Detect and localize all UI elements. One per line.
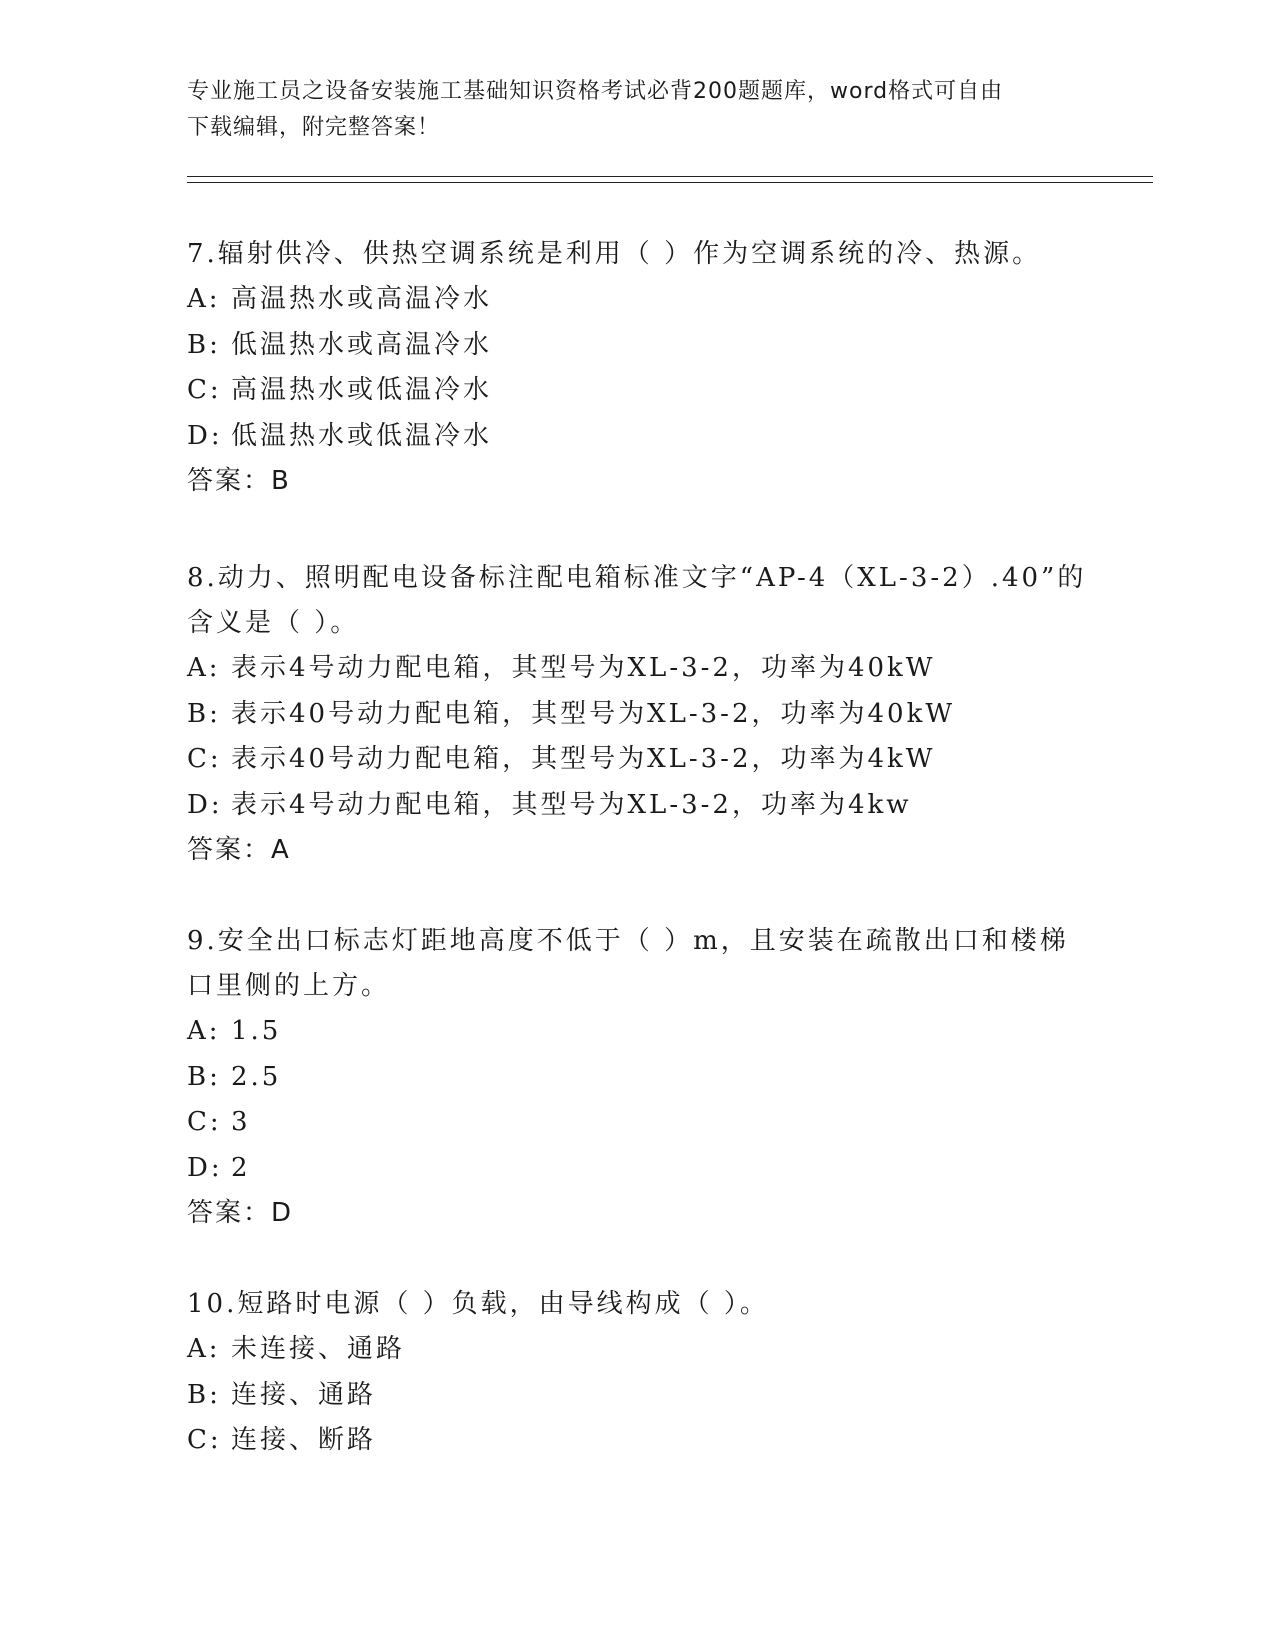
answer: 答案：B <box>187 466 291 496</box>
option-text: 连接、断路 <box>231 1425 377 1455</box>
option-c <box>187 737 1087 783</box>
option-c <box>187 368 1087 414</box>
answer: 答案：D <box>187 1198 294 1228</box>
option-letter: C: <box>187 744 222 774</box>
header-divider-bottom <box>187 182 1153 183</box>
question-text: 10.短路时电源（ ）负载，由导线构成（ ）。 <box>187 1289 769 1319</box>
option-d <box>187 783 1087 829</box>
option-a <box>187 1009 1087 1055</box>
option-letter: B: <box>187 1061 221 1092</box>
option-text: 3 <box>231 1107 251 1137</box>
option-text: 表示40号动力配电箱，其型号为XL-3-2，功率为40kW <box>231 698 956 729</box>
question-8 <box>187 556 1087 873</box>
question-text: 8.动力、照明配电设备标注配电箱标准文字“AP-4（XL-3-2）.40”的含义是（ ）。 <box>187 563 1087 638</box>
option-text: 2 <box>231 1152 251 1183</box>
option-text: 连接、通路 <box>231 1379 377 1410</box>
document-header <box>187 74 1087 146</box>
option-text: 低温热水或低温冷水 <box>231 420 493 451</box>
option-letter: C: <box>187 375 222 405</box>
option-letter: D: <box>187 789 223 820</box>
question-10 <box>187 1282 1087 1464</box>
option-letter: A: <box>187 284 221 314</box>
option-text: 2.5 <box>231 1061 282 1092</box>
option-b <box>187 323 1087 369</box>
option-b <box>187 1373 1087 1419</box>
option-b <box>187 1055 1087 1101</box>
option-c <box>187 1100 1087 1146</box>
option-text: 未连接、通路 <box>231 1334 406 1364</box>
question-text: 9.安全出口标志灯距地高度不低于（ ）m，且安装在疏散出口和楼梯口里侧的上方。 <box>187 926 1069 1001</box>
option-letter: A: <box>187 653 221 683</box>
option-a <box>187 277 1087 323</box>
option-letter: C: <box>187 1107 222 1137</box>
question-9 <box>187 919 1087 1236</box>
option-letter: A: <box>187 1334 221 1364</box>
option-text: 表示4号动力配电箱，其型号为XL-3-2，功率为40kW <box>231 653 936 683</box>
option-text: 低温热水或高温冷水 <box>231 329 493 360</box>
header-divider-top <box>187 176 1153 177</box>
option-letter: C: <box>187 1425 222 1455</box>
header-line-1: 专业施工员之设备安装施工基础知识资格考试必背200题题库，word格式可自由 <box>187 79 1004 104</box>
option-letter: B: <box>187 1379 221 1410</box>
option-letter: B: <box>187 329 221 360</box>
option-text: 高温热水或高温冷水 <box>231 284 493 314</box>
option-d <box>187 1146 1087 1192</box>
option-a <box>187 646 1087 692</box>
header-line-2: 下载编辑，附完整答案！ <box>187 115 441 140</box>
question-text: 7.辐射供冷、供热空调系统是利用（ ）作为空调系统的冷、热源。 <box>187 239 1042 269</box>
option-text: 高温热水或低温冷水 <box>231 375 493 405</box>
option-text: 1.5 <box>231 1016 282 1046</box>
option-letter: A: <box>187 1016 221 1046</box>
option-c <box>187 1418 1087 1464</box>
option-letter: B: <box>187 698 221 729</box>
option-text: 表示40号动力配电箱，其型号为XL-3-2，功率为4kW <box>231 744 936 774</box>
answer: 答案：A <box>187 835 291 865</box>
option-text: 表示4号动力配电箱，其型号为XL-3-2，功率为4kw <box>231 789 912 820</box>
question-7 <box>187 232 1087 504</box>
option-letter: D: <box>187 420 223 451</box>
option-letter: D: <box>187 1152 223 1183</box>
option-a <box>187 1327 1087 1373</box>
option-b <box>187 692 1087 738</box>
option-d <box>187 414 1087 460</box>
